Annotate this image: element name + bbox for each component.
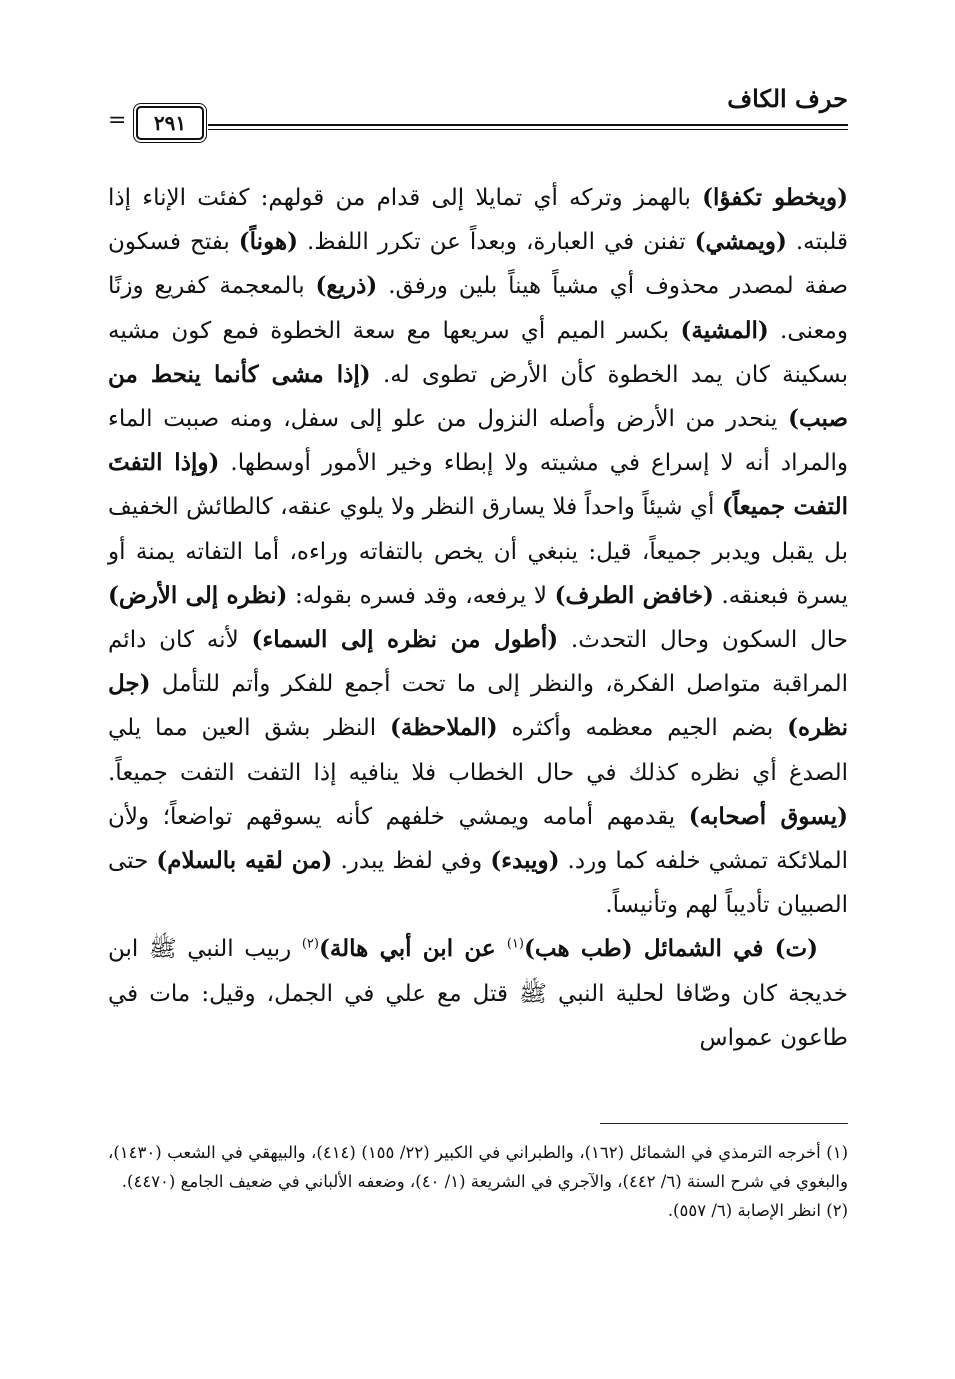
hadith-phrase: (ذريع)	[315, 272, 378, 300]
hadith-phrase: (المشية)	[680, 316, 769, 344]
commentary-text: حتى الصبيان تأدیباً لهم وتأنيساً.	[108, 848, 848, 919]
footnote-divider	[600, 1123, 848, 1124]
narrator-bio: ربيب النبي ﷺ ابن خديجة كان وصّافا لحلية النبي ﷺ قتل مع علي في الجمل، وقيل: مات في طاعون عمواس	[108, 936, 848, 1051]
hadith-phrase: (ويخطو تكفؤا)	[702, 184, 848, 211]
header-ornament: =	[108, 108, 127, 133]
source-paragraph	[108, 927, 848, 1060]
chapter-title: حرف الكاف	[727, 84, 848, 113]
footnote-ref-2[interactable]: (٢)	[301, 936, 319, 952]
commentary-text: أي شيئاً واحداً فلا يسارق النظر ولا يلوي عنقه، كالطائش الخفيف بل يقبل ويدبر جميعاً، قيل: ينبغي أن يخص بالتفاته وراءه، أما التفاته يمنة أو يسرة فبعنقه.	[108, 494, 849, 609]
hadith-phrase: (جل نظره)	[108, 670, 848, 742]
commentary-text: بضم الجيم معظمه وأكثره	[497, 715, 788, 742]
page-number: ٢٩١	[136, 106, 204, 140]
hadith-phrase: (خافض الطرف)	[554, 581, 714, 609]
commentary-text: حال السكون وحال التحدث.	[558, 627, 848, 654]
commentary-text: بالهمز وتركه أي تمايلا إلى قدام من قولهم: كفئت الإناء إذا قلبته.	[108, 185, 848, 256]
commentary-text: بفتح فسكون صفة لمصدر محذوف أي مشياً هيناً بلين ورفق.	[108, 229, 848, 300]
source-citation: (ت) في الشمائل (طب هب)	[523, 935, 818, 963]
header-rule-thin	[208, 129, 848, 130]
main-text	[108, 176, 848, 1060]
page-header	[108, 84, 848, 140]
footnotes	[108, 1138, 848, 1225]
commentary-text: لأنه كان دائم المراقبة متواصل الفكرة، والنظر إلى ما تحت أجمع للفكر وأتم للتأمل	[108, 627, 848, 698]
hadith-phrase: (نظره إلى الأرض)	[108, 581, 288, 609]
commentary-text: بكسر الميم أي سريعها مع سعة الخطوة فمع كون مشيه بسكينة كان يمد الخطوة كأن الأرض تطوى له.	[108, 317, 848, 388]
commentary-text: تفنن في العبارة، وبعداً عن تكرر اللفظ.	[297, 229, 695, 256]
commentary-text: النظر بشق العين مما يلي الصدغ أي نظره كذلك في حال الخطاب فلا ينافيه إذا التفت التفت جميعاً.	[108, 715, 848, 786]
hadith-phrase: (ويمشي)	[694, 228, 787, 256]
footnote-2: (٢) انظر الإصابة (٦/ ٥٥٧).	[667, 1201, 848, 1220]
footnote-1: (١) أخرجه الترمذي في الشمائل (١٦٢)، والطبراني في الكبير (٢٢/ ١٥٥) (٤١٤)، والبيهقي في الشعب (١٤٣٠)، والبغوي في شرح السنة (٦/ ٤٤٢)، والآجري في الشريعة (١/ ٤٠)، وضعفه الألباني في ضعيف الجامع (٤٤٧٠).	[108, 1143, 849, 1191]
hadith-phrase: (وإذا التفتَ التفت جميعاً)	[108, 449, 848, 521]
commentary-text: لا يرفعه، وقد فسره بقوله:	[287, 582, 555, 609]
hadith-phrase: (الملاحظة)	[390, 714, 498, 742]
commentary-text: ينحدر من الأرض وأصله النزول من علو إلى سفل، ومنه صببت الماء والمراد أنه لا إسراع في مشيته ولا إبطاء وخير الأمور أوسطها.	[108, 406, 849, 477]
commentary-text: يقدمهم أمامه ويمشي خلفهم كأنه يسوقهم تواضعاً؛ ولأن الملائكة تمشي خلفه كما ورد.	[108, 803, 848, 875]
hadith-phrase: (يسوق أصحابه)	[688, 802, 848, 830]
hadith-phrase: (هوناً)	[238, 228, 298, 256]
hadith-phrase: (من لقيه بالسلام)	[156, 847, 333, 875]
footnote-ref-1[interactable]: (١)	[506, 936, 524, 952]
header-rule-thick	[208, 124, 848, 126]
hadith-phrase: (أطول من نظره إلى السماء)	[251, 626, 559, 654]
commentary-text: بالمعجمة كفريع وزنًا ومعنى.	[108, 273, 848, 344]
commentary-text: وفي لفظ يبدر.	[332, 848, 491, 875]
hadith-phrase: (إذا مشى كأنما ينحط من صبب)	[108, 360, 848, 433]
commentary-paragraph	[108, 176, 848, 927]
source-narrator: عن ابن أبي هالة)	[318, 935, 507, 963]
hadith-phrase: (ويبدء)	[490, 847, 560, 875]
